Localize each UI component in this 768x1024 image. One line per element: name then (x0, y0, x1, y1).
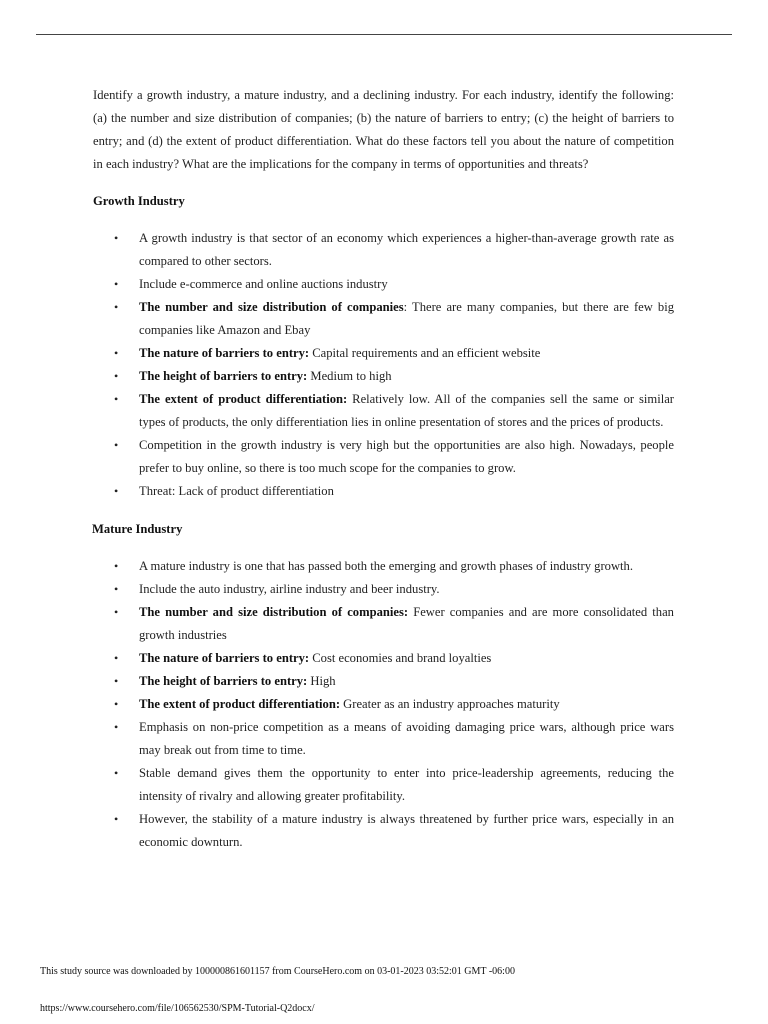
bullet-text: Emphasis on non-price competition as a means of avoiding damaging price wars, although price wars may break out from time to time. (139, 720, 674, 757)
bullet-icon: • (114, 605, 119, 619)
top-rule (36, 34, 732, 35)
bullet-label: The height of barriers to entry: (139, 674, 308, 688)
bullet-label: The extent of product differentiation: (139, 697, 341, 711)
list-item (93, 342, 674, 365)
bullet-label: The number and size distribution of companies: (139, 605, 409, 619)
bullet-icon: • (114, 559, 119, 573)
list-item (93, 434, 674, 480)
bullet-label: The nature of barriers to entry: (139, 651, 310, 665)
bullet-text: However, the stability of a mature industry is always threatened by further price wars, especially in an economic downturn. (139, 812, 674, 849)
list-item (93, 555, 674, 578)
bullet-label: The extent of product differentiation: (139, 392, 348, 406)
bullet-text: A mature industry is one that has passed both the emerging and growth phases of industry growth. (139, 559, 633, 573)
growth-bullet-list (93, 227, 674, 503)
bullet-text: Fewer companies and are more consolidated than growth industries (139, 605, 674, 642)
bullet-icon: • (114, 697, 119, 711)
bullet-text: Threat: Lack of product differentiation (139, 484, 334, 498)
list-item (93, 273, 674, 296)
section-heading-growth: Growth Industry (93, 194, 185, 208)
bullet-icon: • (114, 369, 119, 383)
bullet-icon: • (114, 674, 119, 688)
bullet-text: : There are many companies, but there are few big companies like Amazon and Ebay (139, 300, 674, 337)
list-item (93, 480, 674, 503)
bullet-icon: • (114, 582, 119, 596)
list-item (93, 693, 674, 716)
bullet-text: Include e-commerce and online auctions industry (139, 277, 388, 291)
bullet-text: Cost economies and brand loyalties (309, 651, 492, 665)
bullet-text: Greater as an industry approaches maturity (340, 697, 560, 711)
bullet-label: The nature of barriers to entry: (139, 346, 310, 360)
list-item (93, 670, 674, 693)
bullet-label: The height of barriers to entry: (139, 369, 308, 383)
bullet-icon: • (114, 231, 119, 245)
download-notice: This study source was downloaded by 100000861601157 from CourseHero.com on 03-01-2023 03:52:01 GMT -06:00 (40, 966, 515, 977)
section-heading-mature: Mature Industry (92, 522, 183, 536)
bullet-icon: • (114, 277, 119, 291)
bullet-icon: • (114, 300, 119, 314)
document-body (93, 84, 674, 854)
bullet-icon: • (114, 438, 119, 452)
bullet-text: High (307, 674, 336, 688)
list-item (93, 601, 674, 647)
list-item (93, 227, 674, 273)
bullet-icon: • (114, 346, 119, 360)
list-item (93, 388, 674, 434)
list-item (93, 762, 674, 808)
bullet-label: The number and size distribution of companies (139, 300, 404, 314)
list-item (93, 365, 674, 388)
bullet-text: Include the auto industry, airline industry and beer industry. (139, 582, 440, 596)
list-item (93, 647, 674, 670)
bullet-text: A growth industry is that sector of an economy which experiences a higher-than-average growth rate as compared to other sectors. (139, 231, 674, 268)
list-item (93, 808, 674, 854)
list-item (93, 578, 674, 601)
bullet-icon: • (114, 720, 119, 734)
bullet-text: Medium to high (307, 369, 392, 383)
bullet-text: Capital requirements and an efficient website (309, 346, 541, 360)
bullet-text: Competition in the growth industry is very high but the opportunities are also high. Nowadays, people prefer to buy online, so there is too much scope for the companies to grow. (139, 438, 674, 475)
bullet-icon: • (114, 766, 119, 780)
mature-bullet-list (93, 555, 674, 854)
bullet-icon: • (114, 651, 119, 665)
bullet-text: Stable demand gives them the opportunity to enter into price-leadership agreements, reducing the intensity of rivalry and allowing greater profitability. (139, 766, 674, 803)
list-item (93, 716, 674, 762)
source-url: https://www.coursehero.com/file/106562530/SPM-Tutorial-Q2docx/ (40, 1003, 315, 1014)
list-item (93, 296, 674, 342)
bullet-text: Relatively low. All of the companies sell the same or similar types of products, the only differentiation lies in online presentation of stores and the prices of products. (139, 392, 674, 429)
question-paragraph: Identify a growth industry, a mature industry, and a declining industry. For each industry, identify the following: (a) the number and size distribution of companies; (b) the nature of barriers to entry; (c) the height of barriers to entry; and (d) the extent of product differentiation. What do these factors tell you about the nature of competition in each industry? What are the implications for the company in terms of opportunities and threats? (93, 88, 674, 171)
bullet-icon: • (114, 812, 119, 826)
bullet-icon: • (114, 392, 119, 406)
bullet-icon: • (114, 484, 119, 498)
